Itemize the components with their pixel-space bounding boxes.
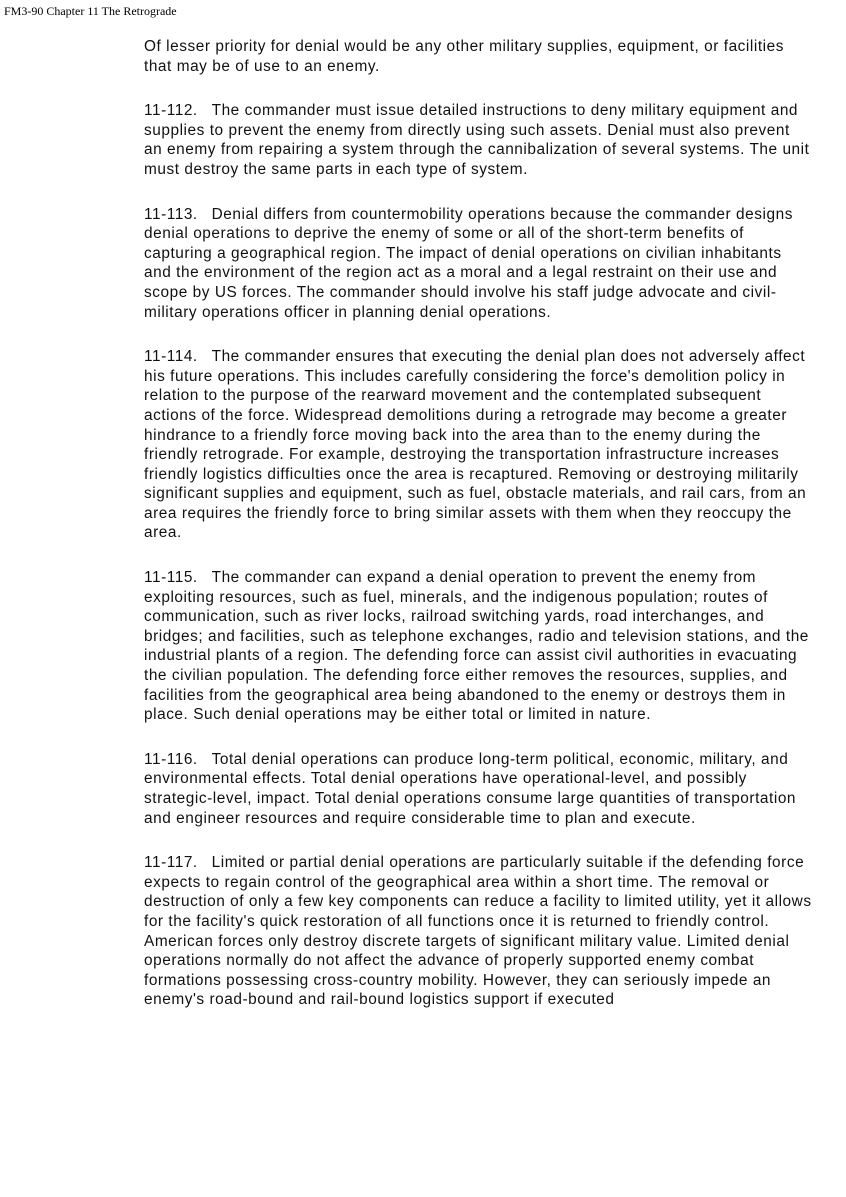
paragraph-text: Denial differs from countermobility operations because the commander designs denial operations to deprive the enemy of some or all of the short-term benefits of capturing a geographical region. The impact of denial operations on civilian inhabitants and the environment of the region act as a moral and a legal restraint on their use and scope by US forces. The commander should involve his staff judge advocate and civil-military operations officer in planning denial operations. [144, 205, 793, 321]
paragraph-text: The commander must issue detailed instructions to deny military equipment and supplies to prevent the enemy from directly using such assets. Denial must also prevent an enemy from repairing a system through the cannibalization of several systems. The unit must destroy the same parts in each type of system. [144, 102, 810, 178]
paragraph-continued [144, 37, 812, 76]
paragraph-11-113 [144, 205, 812, 323]
paragraph-text: Of lesser priority for denial would be any other military supplies, equipment, or facilities that may be of use to an enemy. [144, 38, 784, 75]
page-header: FM3-90 Chapter 11 The Retrograde [4, 4, 177, 18]
paragraph-number: 11-117. [144, 854, 198, 872]
paragraph-text: The commander ensures that executing the denial plan does not adversely affect his future operations. This includes carefully considering the force's demolition policy in relation to the purpose of the rearward movement and the contemplated subsequent actions of the force. Widespread demolitions during a retrograde may become a greater hindrance to a friendly force moving back into the area than to the enemy during the friendly retrograde. For example, destroying the transportation infrastructure increases friendly logistics difficulties once the area is recaptured. Removing or destroying militarily significant supplies and equipment, such as fuel, obstacle materials, and rail cars, from an area requires the friendly force to bring similar assets with them when they reoccupy the area. [144, 348, 807, 542]
paragraph-text: The commander can expand a denial operation to prevent the enemy from exploiting resources, such as fuel, minerals, and the indigenous population; routes of communication, such as river locks, railroad switching yards, road interchanges, and bridges; and facilities, such as telephone exchanges, radio and television stations, and the industrial plants of a region. The defending force can assist civil authorities in evacuating the civilian population. The defending force either removes the resources, supplies, and facilities from the geographical area being abandoned to the enemy or destroys them in place. Such denial operations may be either total or limited in nature. [144, 569, 809, 724]
paragraph-number: 11-116. [144, 750, 198, 768]
paragraph-11-114 [144, 347, 812, 543]
document-body [144, 37, 812, 1035]
paragraph-number: 11-113. [144, 205, 198, 223]
paragraph-number: 11-112. [144, 102, 198, 120]
paragraph-number: 11-114. [144, 348, 198, 366]
paragraph-11-112 [144, 101, 812, 179]
paragraph-11-116 [144, 750, 812, 828]
paragraph-text: Total denial operations can produce long-term political, economic, military, and environmental effects. Total denial operations have operational-level, and possibly strategic-level, impact. Total denial operations consume large quantities of transportation and engineer resources and require considerable time to plan and execute. [144, 750, 797, 827]
paragraph-11-115 [144, 568, 812, 725]
paragraph-number: 11-115. [144, 569, 198, 587]
paragraph-11-117 [144, 853, 812, 1010]
paragraph-text: Limited or partial denial operations are particularly suitable if the defending force expects to regain control of the geographical area within a short time. The removal or destruction of only a few key components can reduce a facility to limited utility, yet it allows for the facility's quick restoration of all functions once it is returned to friendly control. American forces only destroy discrete targets of significant military value. Limited denial operations normally do not affect the advance of properly supported enemy combat formations possessing cross-country mobility. However, they can seriously impede an enemy's road-bound and rail-bound logistics support if executed [144, 854, 812, 1009]
